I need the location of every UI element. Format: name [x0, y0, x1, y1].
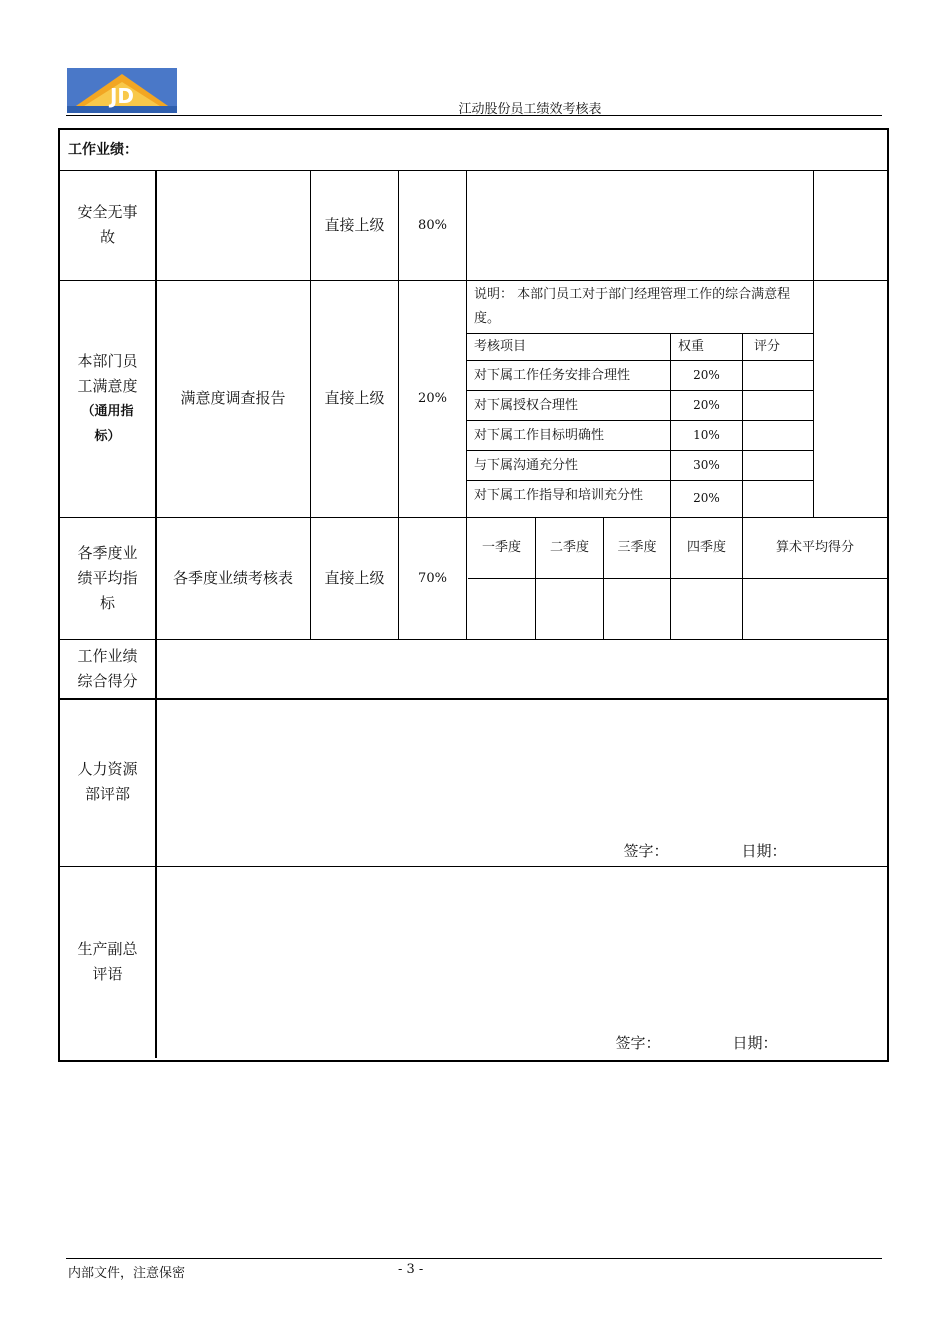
company-logo: [67, 68, 177, 113]
satisfaction-name-note: （通用指标）: [81, 403, 134, 444]
safety-assessor: 直接上级: [324, 215, 385, 234]
logo-text: JD: [109, 84, 135, 108]
survey-item-weight: 20%: [693, 491, 720, 505]
quarterly-assessor: 直接上级: [324, 568, 385, 587]
safety-method: [156, 170, 310, 280]
safety-name: 安全无事故: [77, 203, 138, 246]
document-title: 江动股份员工绩效考核表: [458, 102, 602, 117]
survey-item-score[interactable]: [743, 420, 813, 450]
survey-item-weight: 20%: [693, 367, 720, 382]
column-header-score: 评分: [754, 339, 781, 354]
satisfaction-note: 说明： 本部门员工对于部门经理管理工作的综合满意程度。: [474, 286, 791, 326]
section-title: 工作业绩：: [68, 141, 138, 158]
survey-item: 对下属工作任务安排合理性: [474, 367, 631, 383]
footer-rule: [66, 1258, 882, 1259]
quarter-3-header: 三季度: [617, 540, 657, 555]
survey-item-weight: 10%: [693, 427, 720, 442]
grid-line: [813, 280, 814, 517]
quarterly-name: 各季度业绩平均指标: [77, 543, 138, 612]
survey-item-score[interactable]: [743, 450, 813, 480]
safety-weight: 80%: [418, 217, 447, 233]
total-score-name: 工作业绩综合得分: [77, 646, 138, 690]
survey-item: 与下属沟通充分性: [474, 457, 579, 473]
grid-line: [813, 170, 814, 280]
column-header-weight: 权重: [678, 339, 705, 354]
vp-sign-label: 签字：: [615, 1033, 661, 1052]
hr-sign-label: 签字：: [623, 841, 669, 860]
satisfaction-name-cell: [60, 280, 155, 517]
survey-item: 对下属工作指导和培训充分性: [474, 487, 644, 503]
header-rule: [66, 115, 882, 116]
grid-line: [468, 578, 887, 579]
quarterly-method: 各季度业绩考核表: [172, 568, 293, 587]
survey-item: 对下属授权合理性: [474, 397, 579, 413]
quarterly-weight: 70%: [418, 570, 447, 586]
grid-line: [60, 698, 887, 700]
satisfaction-weight: 20%: [418, 391, 447, 406]
hr-comment-name: 人力资源部评部: [77, 760, 138, 803]
satisfaction-method: 满意度调查报告: [180, 389, 286, 407]
survey-item-weight: 30%: [693, 457, 720, 472]
grid-line: [60, 866, 887, 867]
form-table: [58, 128, 889, 1062]
vp-comment-name: 生产副总评语: [77, 940, 138, 983]
footer-confidential: 内部文件，注意保密: [68, 1266, 186, 1281]
vp-date-label: 日期：: [732, 1033, 778, 1052]
grid-line: [466, 170, 467, 639]
column-header-item: 考核项目: [474, 339, 527, 354]
survey-item: 对下属工作目标明确性: [474, 427, 605, 443]
survey-item-score[interactable]: [743, 360, 813, 390]
quarter-2-header: 二季度: [549, 540, 589, 555]
hr-date-label: 日期：: [741, 841, 787, 860]
survey-item-score[interactable]: [743, 480, 813, 517]
quarter-1-header: 一季度: [481, 540, 521, 555]
satisfaction-assessor: 直接上级: [324, 389, 385, 407]
grid-line: [60, 639, 887, 640]
average-score-header: 算术平均得分: [775, 540, 854, 555]
page-number: - 3 -: [398, 1262, 424, 1277]
satisfaction-name: 本部门员工满意度: [77, 351, 138, 395]
survey-item-weight: 20%: [693, 397, 720, 412]
survey-item-score[interactable]: [743, 390, 813, 420]
quarter-4-header: 四季度: [686, 540, 726, 555]
